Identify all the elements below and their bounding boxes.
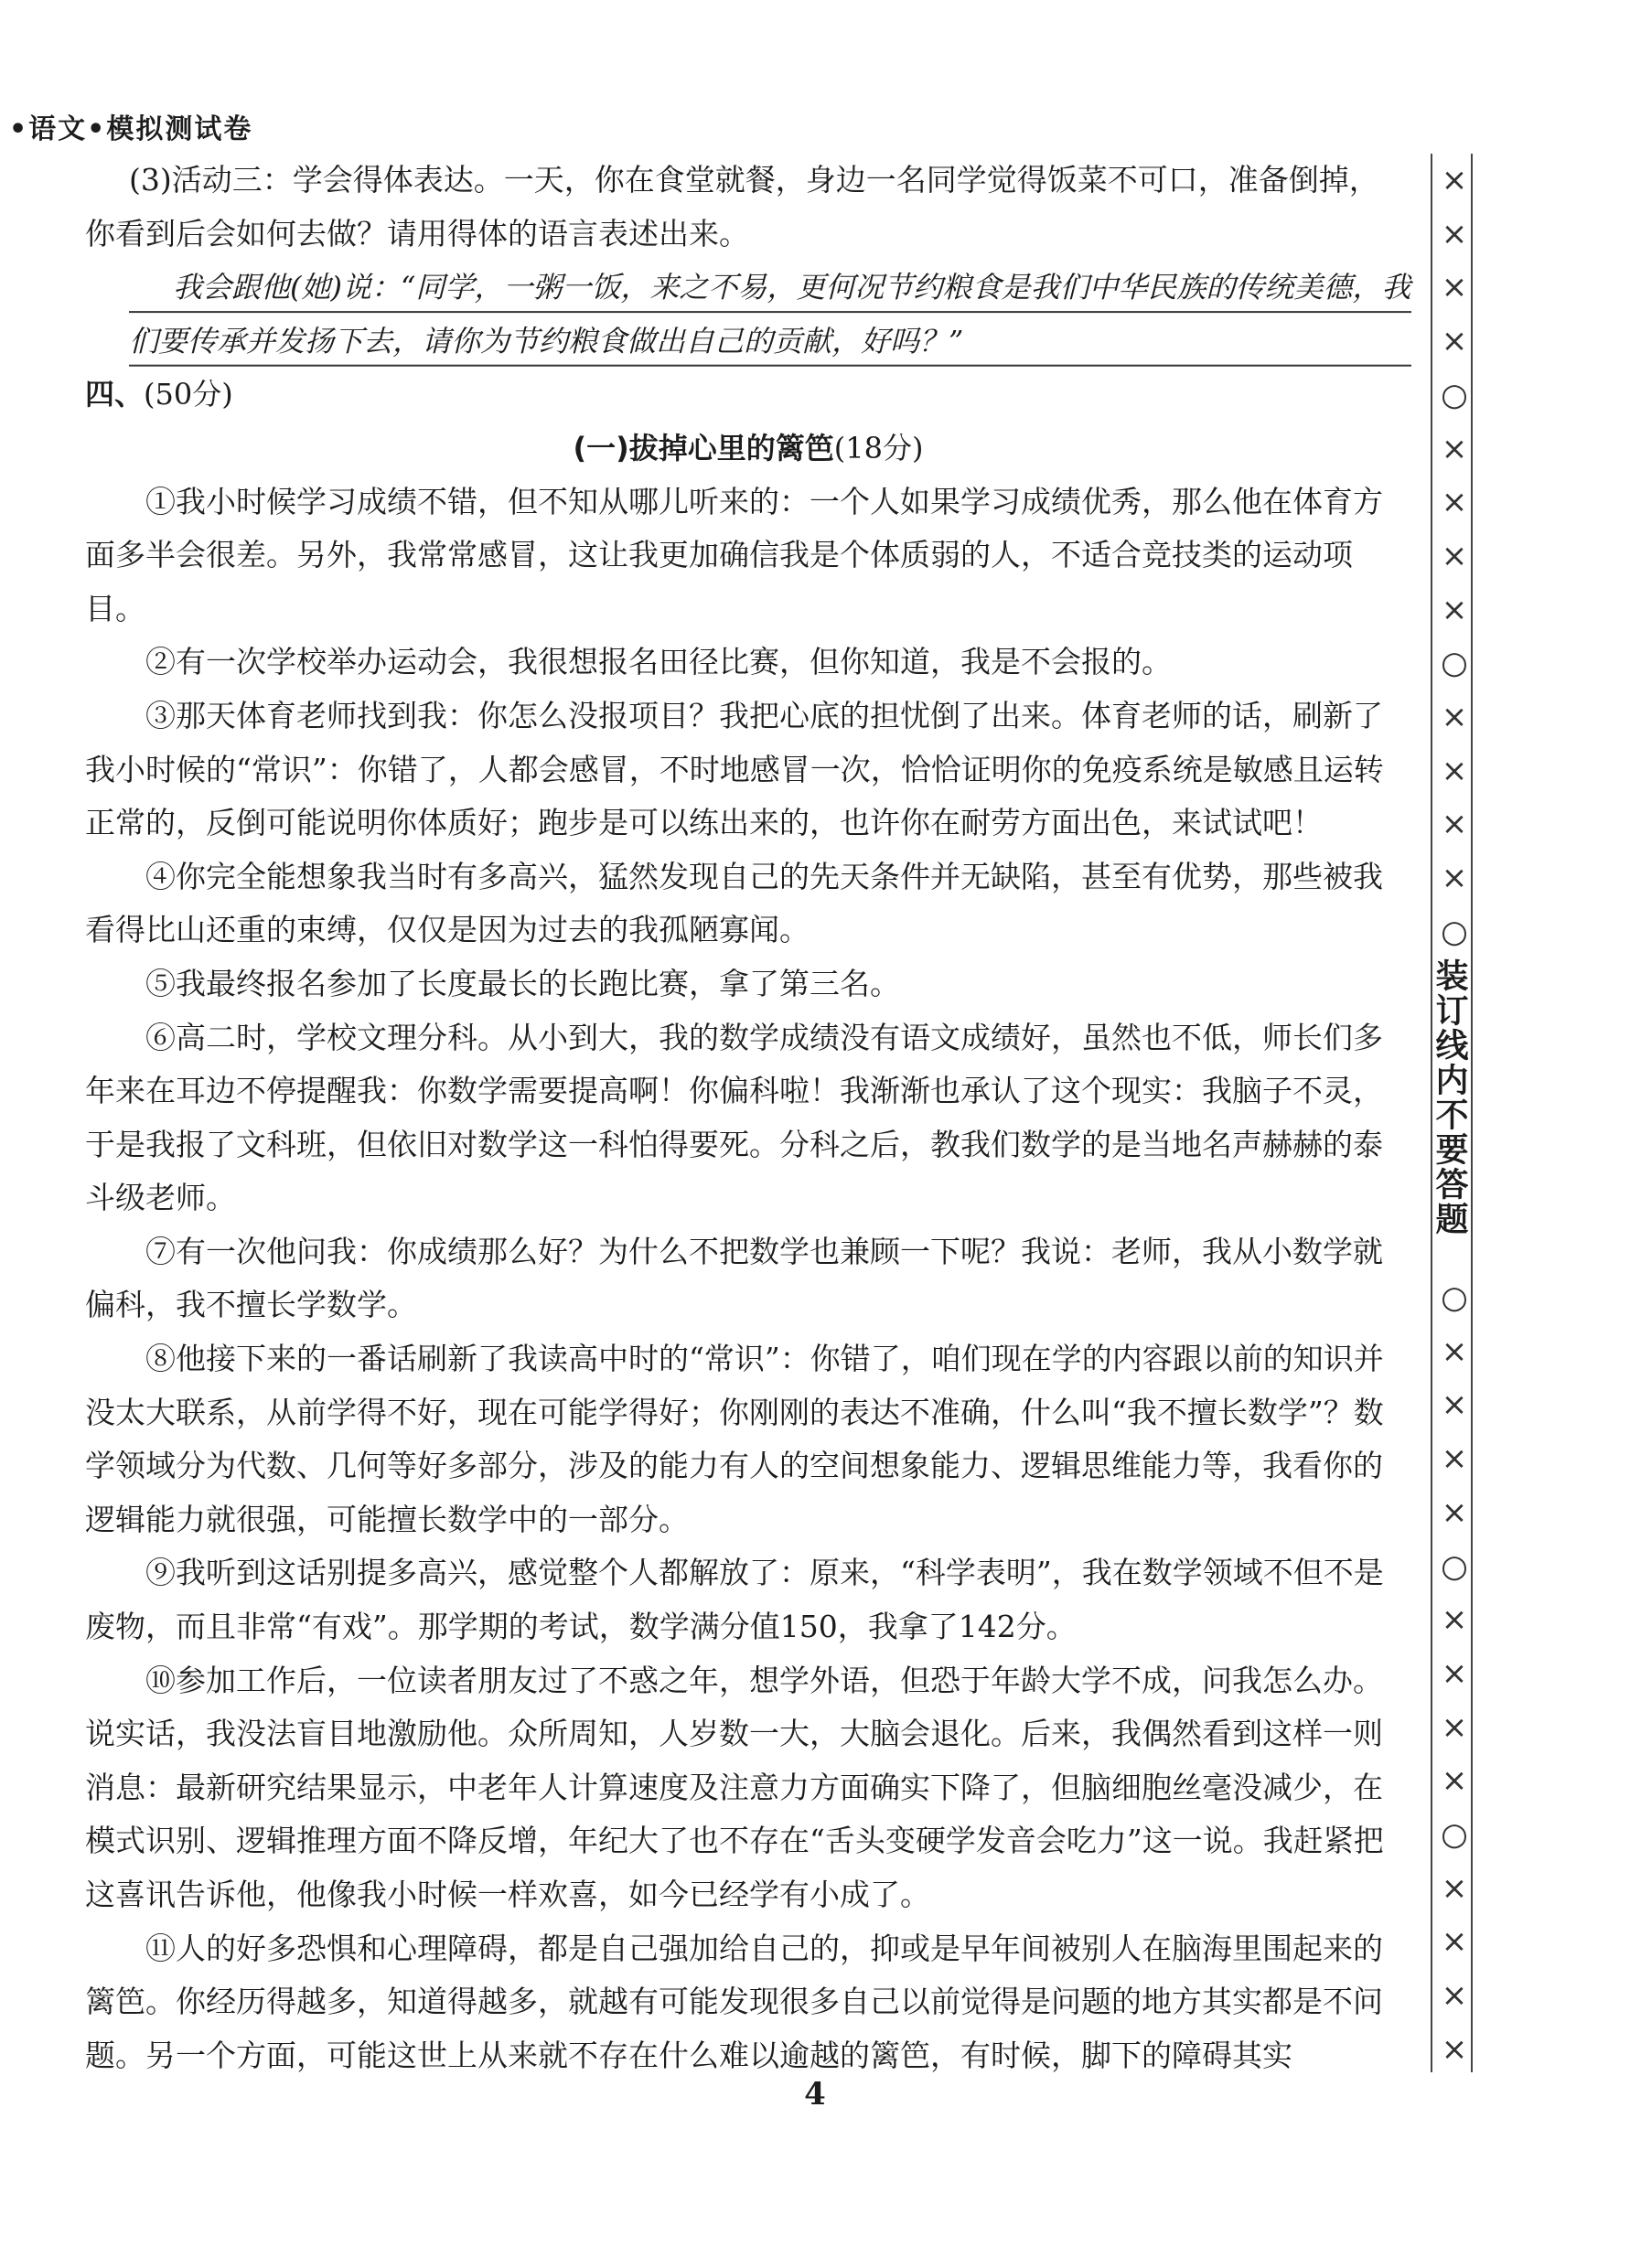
binding-margin	[1429, 154, 1473, 2072]
section-score: (50分)	[144, 377, 233, 412]
cross-mark: ×	[1441, 1654, 1468, 1692]
circle-mark: ○	[1441, 1816, 1468, 1854]
cross-mark: ×	[1441, 860, 1468, 897]
cross-mark: ×	[1441, 215, 1468, 252]
question-3-prompt-line-2: 你看到后会如何去做？请用得体的语言表述出来。	[85, 215, 749, 251]
handwritten-answer-text: 我会跟他(她)说：“同学，一粥一饭，来之不易，更何况节约粮食是我们中华民族的传统美德，我们要传承并发扬下去，请你为节约粮食做出自己的贡献，好吗？”	[129, 270, 1411, 358]
cross-mark: ×	[1441, 591, 1468, 628]
cross-mark: ×	[1441, 1332, 1468, 1370]
circle-mark: ○	[1441, 376, 1468, 413]
circle-mark: ○	[1441, 1547, 1468, 1585]
article-title	[85, 422, 1411, 476]
circle-mark: ○	[1441, 645, 1468, 682]
binding-note: 装订线内不要答题	[1431, 958, 1468, 1236]
cross-mark: ×	[1441, 1493, 1468, 1531]
cross-mark: ×	[1441, 269, 1468, 306]
paragraph: ⑪人的好多恐惧和心理障碍，都是自己强加给自己的，抑或是早年间被别人在脑海里围起来的篱笆。你经历得越多，知道得越多，就越有可能发现很多自己以前觉得是问题的地方其实都是不问题。另一个方面，可能这世上从来就不存在什么难以逾越的篱笆，有时候，脚下的障碍其实	[85, 1930, 1383, 2073]
cross-mark: ×	[1441, 1869, 1468, 1907]
handwritten-answer	[129, 261, 1411, 368]
paragraph: ①我小时候学习成绩不错，但不知从哪儿听来的：一个人如果学习成绩优秀，那么他在体育方面多半会很差。另外，我常常感冒，这让我更加确信我是个体质弱的人，不适合竞技类的运动项目。	[85, 483, 1383, 626]
cross-mark: ×	[1441, 1601, 1468, 1639]
paragraph: ④你完全能想象我当时有多高兴，猛然发现自己的先天条件并无缺陷，甚至有优势，那些被我看得比山还重的束缚，仅仅是因为过去的我孤陋寡闻。	[85, 858, 1383, 948]
paragraph: ⑦有一次他问我：你成绩那么好？为什么不把数学也兼顾一下呢？我说：老师，我从小数学就偏科，我不擅长学数学。	[85, 1233, 1383, 1323]
question-3-prompt-line-1: (3)活动三：学会得体表达。一天，你在食堂就餐，身边一名同学觉得饭菜不可口，准备倒掉，	[129, 162, 1379, 198]
paragraph: ⑨我听到这话别提多高兴，感觉整个人都解放了：原来，“科学表明”，我在数学领域不但不是废物，而且非常“有戏”。那学期的考试，数学满分值150，我拿了142分。	[85, 1555, 1384, 1645]
cross-mark: ×	[1441, 484, 1468, 521]
section-heading	[85, 368, 1411, 422]
circle-mark: ○	[1441, 1279, 1468, 1316]
cross-mark: ×	[1441, 430, 1468, 467]
paragraph: ⑥高二时，学校文理分科。从小到大，我的数学成绩没有语文成绩好，虽然也不低，师长们多年来在耳边不停提醒我：你数学需要提高啊！你偏科啦！我渐渐也承认了这个现实：我脑子不灵，于是我报了文科班，但依旧对数学这一科怕得要死。分科之后，教我们数学的是当地名声赫赫的泰斗级老师。	[85, 1019, 1383, 1216]
cross-mark: ×	[1441, 806, 1468, 843]
page-number: 4	[804, 2076, 826, 2113]
cross-mark: ×	[1441, 1762, 1468, 1800]
paragraph: ⑧他接下来的一番话刷新了我读高中时的“常识”：你错了，咱们现在学的内容跟以前的知识并没太大联系，从前学得不好，现在可能学得好；你刚刚的表达不准确，什么叫“我不擅长数学”？数学领域分为代数、几何等好多部分，涉及的能力有人的空间想象能力、逻辑思维能力等，我看你的逻辑能力就很强，可能擅长数学中的一部分。	[85, 1341, 1384, 1537]
circle-mark: ○	[1441, 913, 1468, 950]
paragraph: ⑩参加工作后，一位读者朋友过了不惑之年，想学外语，但恐于年龄大学不成，问我怎么办。说实话，我没法盲目地激励他。众所周知，人岁数一大，大脑会退化。后来，我偶然看到这样一则消息：最新研究结果显示，中老年人计算速度及注意力方面确实下降了，但脑细胞丝毫没减少，在模式识别、逻辑推理方面不降反增，年纪大了也不存在“舌头变硬学发音会吃力”这一说。我赶紧把这喜讯告诉他，他像我小时候一样欢喜，如今已经学有小成了。	[85, 1662, 1384, 1912]
cross-mark: ×	[1441, 699, 1468, 736]
binding-marks-bottom	[1436, 1271, 1473, 2077]
paragraph: ⑤我最终报名参加了长度最长的长跑比赛，拿了第三名。	[145, 965, 900, 1001]
binding-marks-top	[1436, 154, 1473, 959]
cross-mark: ×	[1441, 752, 1468, 789]
article-title-text: (一)拔掉心里的篱笆	[573, 430, 834, 465]
cross-mark: ×	[1441, 1977, 1468, 2015]
page-header: •语文•模拟测试卷	[9, 113, 253, 145]
paragraph: ③那天体育老师找到我：你怎么没报项目？我把心底的担忧倒了出来。体育老师的话，刷新了我小时候的“常识”：你错了，人都会感冒，不时地感冒一次，恰恰证明你的免疫系统是敏感且运转正常的，反倒可能说明你体质好；跑步是可以练出来的，也许你在耐劳方面出色，来试试吧！	[85, 697, 1384, 841]
paragraph: ②有一次学校举办运动会，我很想报名田径比赛，但你知道，我是不会报的。	[145, 644, 1172, 680]
cross-mark: ×	[1441, 2030, 1468, 2068]
cross-mark: ×	[1441, 323, 1468, 360]
section-label: 四、	[85, 377, 145, 412]
cross-mark: ×	[1441, 1708, 1468, 1746]
cross-mark: ×	[1441, 1386, 1468, 1424]
page-content	[85, 154, 1411, 2082]
cross-mark: ×	[1441, 1440, 1468, 1478]
cross-mark: ×	[1441, 162, 1468, 198]
article-score: (18分)	[833, 430, 924, 465]
cross-mark: ×	[1441, 1923, 1468, 1961]
cross-mark: ×	[1441, 537, 1468, 574]
